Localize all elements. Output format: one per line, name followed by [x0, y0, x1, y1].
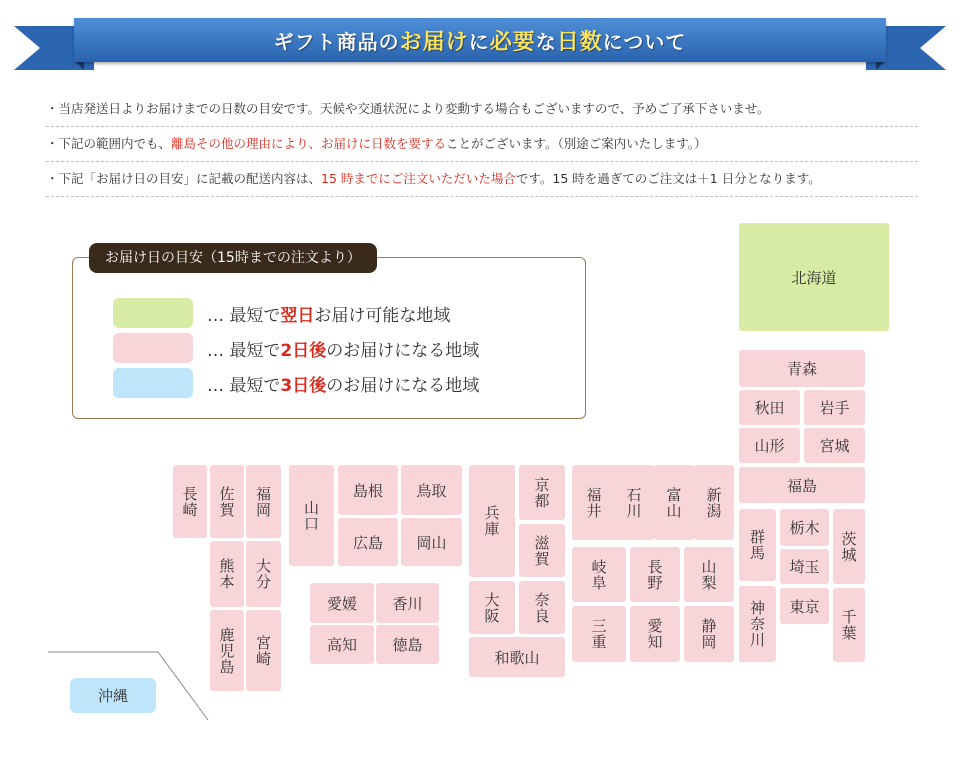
pref-aichi: 愛知: [630, 606, 680, 662]
pref-okinawa: 沖縄: [70, 678, 156, 713]
pref-kochi: 高知: [310, 625, 374, 664]
pref-yamanashi: 山梨: [684, 547, 734, 602]
note-text: ・下記「お届け日の目安」に記載の配送内容は、: [46, 171, 322, 186]
legend-label: [207, 336, 479, 361]
title-part: について: [602, 29, 687, 54]
pref-tokyo: 東京: [780, 588, 829, 624]
pref-akita: 秋田: [739, 390, 800, 425]
pref-osaka: 大阪: [469, 581, 515, 634]
pref-niigata: 新潟: [694, 465, 734, 540]
pref-okayama: 岡山: [401, 518, 462, 566]
pref-tokushima: 徳島: [376, 625, 439, 664]
pref-aomori: 青森: [739, 350, 865, 387]
pref-kanagawa: 神奈川: [739, 586, 776, 662]
note-text: ことがございます。（別途ご案内いたします。）: [446, 136, 707, 151]
title-highlight: 必要: [489, 29, 536, 55]
page-title: [274, 25, 687, 56]
pref-ishikawa: 石川: [614, 465, 654, 540]
legend-label-part: … 最短で: [207, 375, 281, 396]
pref-oita: 大分: [246, 541, 281, 607]
pref-kumamoto: 熊本: [210, 541, 244, 607]
legend-label-emphasis: 2日後: [280, 340, 327, 361]
pref-kagawa: 香川: [376, 583, 439, 623]
pref-saga: 佐賀: [210, 465, 244, 538]
pref-wakayama: 和歌山: [469, 637, 565, 677]
pref-nagasaki: 長崎: [173, 465, 207, 538]
pref-gifu: 岐阜: [572, 547, 626, 602]
legend-label-emphasis: 3日後: [280, 375, 327, 396]
pref-fukui: 福井: [572, 465, 616, 540]
legend-label: [207, 301, 450, 326]
pref-gunma: 群馬: [739, 509, 776, 581]
legend-label-part: お届け可能な地域: [314, 305, 451, 326]
pref-tochigi: 栃木: [780, 509, 829, 546]
pref-kagoshima: 鹿児島: [210, 610, 244, 691]
pref-shimane: 島根: [338, 465, 398, 515]
pref-fukushima: 福島: [739, 467, 865, 503]
pref-nara: 奈良: [519, 581, 565, 634]
pref-hokkaido: 北海道: [739, 223, 889, 331]
pref-tottori: 鳥取: [401, 465, 462, 515]
pref-chiba: 千葉: [833, 588, 865, 662]
title-highlight: 日数: [556, 29, 603, 55]
pref-ehime: 愛媛: [310, 583, 374, 623]
pref-miyazaki: 宮崎: [246, 610, 281, 691]
title-highlight: お届け: [399, 29, 469, 55]
pref-yamagata: 山形: [739, 428, 800, 463]
pref-toyama: 富山: [654, 465, 694, 540]
legend-label-part: のお届けになる地域: [326, 340, 480, 361]
pref-saitama: 埼玉: [780, 549, 829, 584]
legend-label: [207, 371, 479, 396]
pref-kyoto: 京都: [519, 465, 565, 520]
note-text: です。15 時を過ぎてのご注文は＋1 日分となります。: [515, 171, 821, 186]
pref-mie: 三重: [572, 606, 626, 662]
title-part: ギフト商品の: [273, 29, 400, 54]
legend-label-emphasis: 翌日: [280, 305, 315, 326]
legend-label-part: のお届けになる地域: [326, 375, 480, 396]
okinawa-divider-line: [48, 0, 218, 762]
pref-iwate: 岩手: [804, 390, 865, 425]
note-emphasis: 15 時までにご注文いただいた場合: [321, 171, 516, 186]
pref-yamaguchi: 山口: [289, 465, 334, 566]
legend-title: お届け日の目安（15時までの注文より）: [89, 243, 377, 273]
pref-miyagi: 宮城: [804, 428, 865, 463]
note-text: ・下記の範囲内でも、: [46, 136, 172, 151]
title-part: な: [535, 29, 557, 54]
title-part: に: [468, 29, 490, 54]
pref-fukuoka: 福岡: [246, 465, 281, 538]
pref-shizuoka: 静岡: [684, 606, 734, 662]
note-text: ・当店発送日よりお届けまでの日数の目安です。天候や交通状況により変動する場合もございますので、予めご了承下さいませ。: [46, 101, 770, 116]
pref-hyogo: 兵庫: [469, 465, 515, 577]
pref-nagano: 長野: [630, 547, 680, 602]
pref-ibaraki: 茨城: [833, 509, 865, 584]
legend-label-part: … 最短で: [207, 340, 281, 361]
pref-hiroshima: 広島: [338, 518, 398, 566]
legend-label-part: … 最短で: [207, 305, 281, 326]
pref-shiga: 滋賀: [519, 524, 565, 577]
note-emphasis: 離島その他の理由により、お届けに日数を要する: [171, 136, 447, 151]
